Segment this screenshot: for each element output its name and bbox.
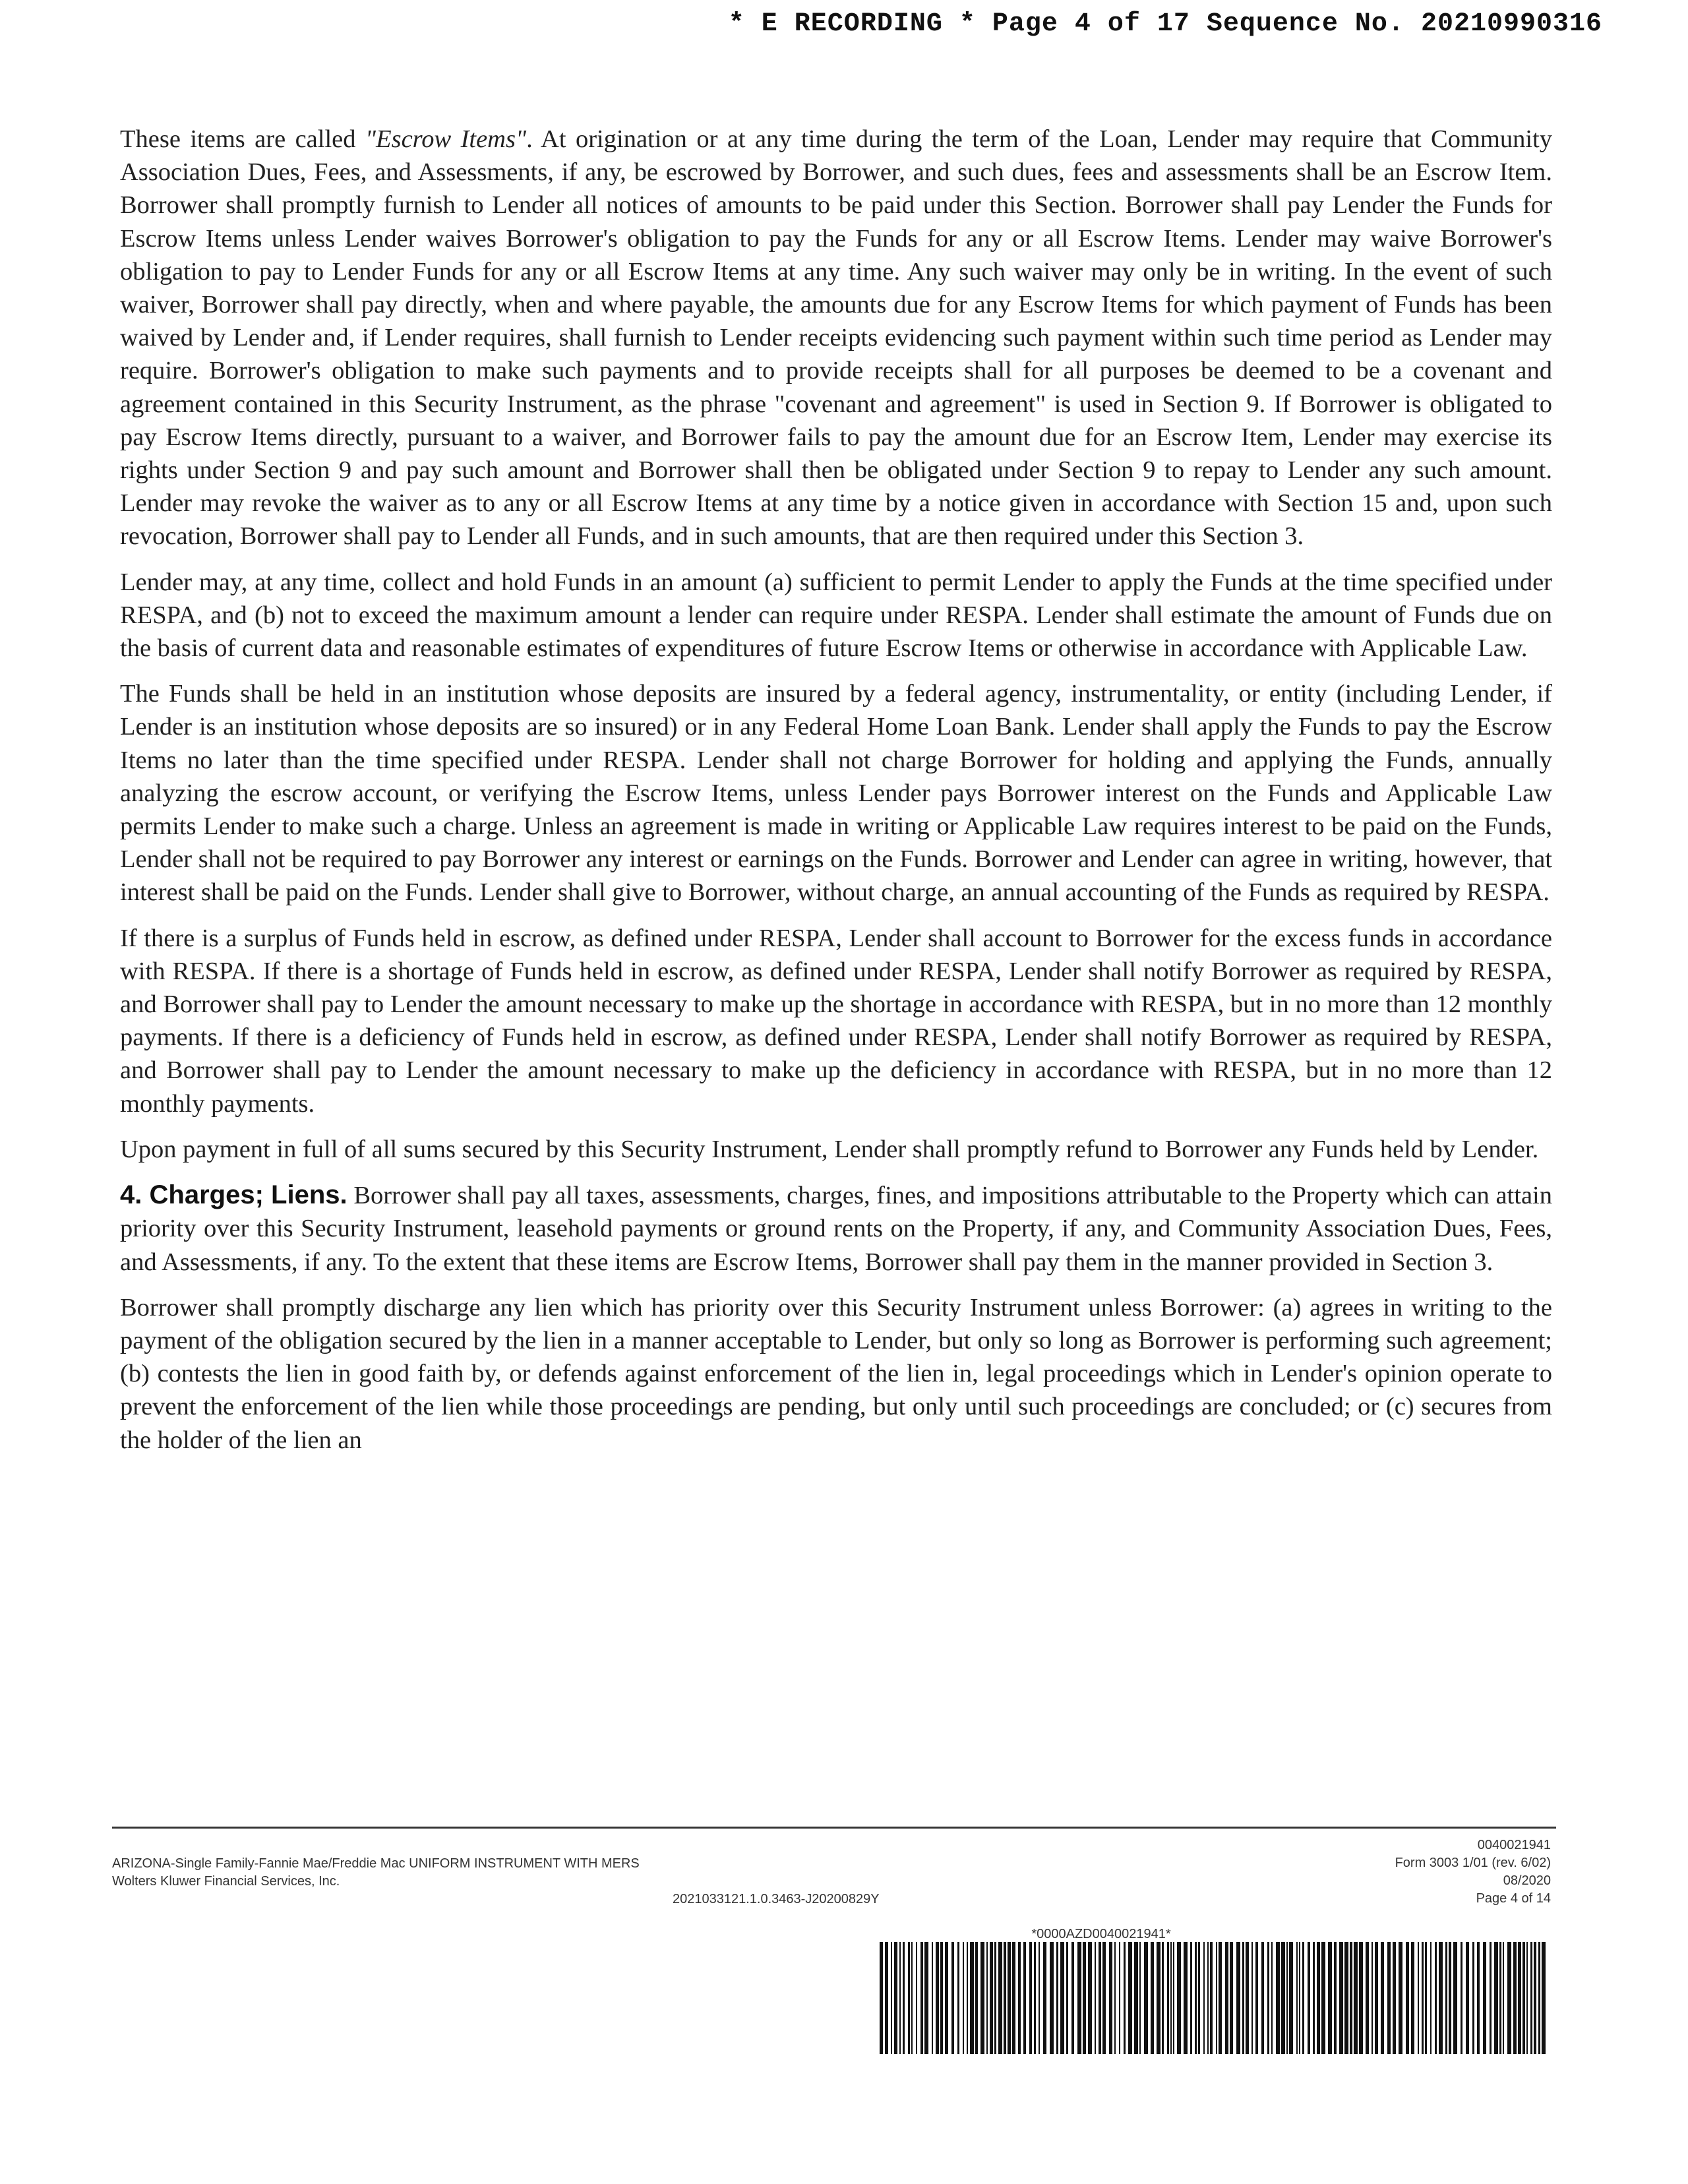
barcode-bar xyxy=(1066,1942,1068,2054)
barcode-bar xyxy=(1339,1942,1343,2054)
barcode-bar xyxy=(957,1942,959,2054)
barcode-bar xyxy=(1255,1942,1258,2054)
barcode-bar xyxy=(1453,1942,1457,2054)
barcode-bar xyxy=(1050,1942,1054,2054)
barcode-bar xyxy=(998,1942,1002,2054)
barcode-bar xyxy=(880,1942,883,2054)
barcode-bar xyxy=(1230,1942,1233,2054)
barcode-bar xyxy=(1088,1942,1092,2054)
barcode-bar xyxy=(1134,1942,1138,2054)
barcode-bar xyxy=(1530,1942,1532,2054)
barcode-bar xyxy=(1261,1942,1264,2054)
footer-divider xyxy=(112,1827,1556,1829)
barcode-bar xyxy=(1077,1942,1081,2054)
barcode-bar xyxy=(1317,1942,1320,2054)
barcode-bar xyxy=(970,1942,974,2054)
barcode-bar xyxy=(936,1942,939,2054)
recording-header: * E RECORDING * Page 4 of 17 Sequence No. 20210990316 xyxy=(728,9,1602,39)
barcode-bar xyxy=(1328,1942,1332,2054)
barcode-bar xyxy=(1518,1942,1521,2054)
barcode-bar xyxy=(1387,1942,1391,2054)
barcode-bar xyxy=(1422,1942,1424,2054)
barcode-bar xyxy=(975,1942,978,2054)
barcode-bar xyxy=(945,1942,948,2054)
barcode-bar xyxy=(908,1942,910,2054)
barcode-bar xyxy=(1060,1942,1064,2054)
barcode-bar xyxy=(1490,1942,1492,2054)
barcode-bar xyxy=(1151,1942,1154,2054)
barcode-bar xyxy=(1296,1942,1298,2054)
barcode-bar xyxy=(1308,1942,1310,2054)
barcode-bar xyxy=(1439,1942,1443,2054)
escrow-items-term: "Escrow Items" xyxy=(365,125,527,153)
document-body xyxy=(120,123,1552,1469)
barcode-bar xyxy=(1034,1942,1036,2054)
barcode-bar xyxy=(1018,1942,1021,2054)
barcode-bar xyxy=(1299,1942,1300,2054)
barcode-bar xyxy=(1406,1942,1409,2054)
barcode-bar xyxy=(885,1942,888,2054)
barcode-bar xyxy=(916,1942,917,2054)
loan-number: 0040021941 xyxy=(1477,1838,1551,1852)
barcode-bar xyxy=(1483,1942,1486,2054)
barcode-bar xyxy=(1381,1942,1384,2054)
barcode-bar xyxy=(1542,1942,1546,2054)
barcode-bar xyxy=(1246,1942,1249,2054)
barcode-bar xyxy=(1109,1942,1112,2054)
section-4-charges-liens xyxy=(120,1178,1552,1279)
barcode-bar xyxy=(1039,1942,1040,2054)
barcode-bar xyxy=(1210,1942,1213,2054)
barcode-bar xyxy=(967,1942,968,2054)
paragraph-refund: Upon payment in full of all sums secured by this Security Instrument, Lender shall promptly refund to Borrower any Funds held by Lender. xyxy=(120,1135,1539,1163)
barcode-bar xyxy=(1466,1942,1469,2054)
barcode-bar xyxy=(1216,1942,1217,2054)
barcode-bar xyxy=(1354,1942,1358,2054)
paragraph-text: These items are called xyxy=(120,125,365,153)
barcode-bar xyxy=(1513,1942,1517,2054)
barcode-bar xyxy=(1128,1942,1132,2054)
document-code: 2021033121.1.0.3463-J20200829Y xyxy=(673,1892,880,1906)
barcode-bar xyxy=(899,1942,901,2054)
barcode-bar xyxy=(1207,1942,1209,2054)
barcode-bar xyxy=(1271,1942,1273,2054)
barcode-bar xyxy=(963,1942,964,2054)
barcode-block xyxy=(877,1927,1553,2054)
barcode-bar xyxy=(1375,1942,1378,2054)
barcode-bar xyxy=(1359,1942,1363,2054)
barcode-bar xyxy=(1302,1942,1304,2054)
barcode-bar xyxy=(1281,1942,1285,2054)
barcode-bar xyxy=(1144,1942,1148,2054)
barcode-bar xyxy=(1251,1942,1253,2054)
barcode-bar xyxy=(1399,1942,1402,2054)
barcode-bar xyxy=(1534,1942,1536,2054)
barcode-bar xyxy=(1461,1942,1462,2054)
barcode-bar xyxy=(1393,1942,1396,2054)
barcode-bar xyxy=(1236,1942,1240,2054)
footer-left xyxy=(112,1855,640,1891)
barcode xyxy=(877,1942,1553,2054)
barcode-bar xyxy=(1177,1942,1181,2054)
paragraph-collect-funds: Lender may, at any time, collect and hold Funds in an amount (a) sufficient to permit Lender to apply the Funds at the time specified under RESPA, and (b) not to exceed the maximum amount a lender can require under RESPA. Lender shall estimate the amount of Funds due on the basis of current data and reasonable estimates of expenditures of future Escrow Items or otherwise in accordance with Applicable Law. xyxy=(120,568,1552,663)
barcode-bar xyxy=(932,1942,933,2054)
barcode-bar xyxy=(1124,1942,1126,2054)
paragraph-funds-held: The Funds shall be held in an institution whose deposits are insured by a federal agency, instrumentality, or entity (including Lender, if Lender is an institution whose deposits are so insured) or in any Federal Home Loan Bank. Lender shall apply the Funds to pay the Escrow Items no later than the time specified under RESPA. Lender shall not charge Borrower for holding and applying the Funds, annually analyzing the escrow account, or verifying the Escrow Items, unless Lender pays Borrower interest on the Funds and Applicable Law permits Lender to make such a charge. Unless an agreement is made in writing or Applicable Law requires interest to be paid on the Funds, Lender shall not be required to pay Borrower any interest or earnings on the Funds. Borrower and Lender can agree in writing, however, that interest shall be paid on the Funds. Lender shall give to Borrower, without charge, an annual accounting of the Funds as required by RESPA. xyxy=(120,680,1552,907)
barcode-bar xyxy=(1056,1942,1058,2054)
barcode-bar xyxy=(1418,1942,1419,2054)
barcode-bar xyxy=(1344,1942,1348,2054)
barcode-bar xyxy=(986,1942,988,2054)
publisher: Wolters Kluwer Financial Services, Inc. xyxy=(112,1874,340,1889)
barcode-bar xyxy=(1195,1942,1197,2054)
barcode-bar xyxy=(1449,1942,1451,2054)
barcode-bar xyxy=(1366,1942,1369,2054)
barcode-bar xyxy=(1503,1942,1504,2054)
barcode-bar xyxy=(1119,1942,1120,2054)
page-number: Page 4 of 14 xyxy=(1476,1891,1551,1906)
barcode-bar xyxy=(1071,1942,1074,2054)
barcode-bar xyxy=(1184,1942,1188,2054)
barcode-bar xyxy=(1494,1942,1498,2054)
form-number: Form 3003 1/01 (rev. 6/02) xyxy=(1395,1856,1551,1870)
barcode-bar xyxy=(951,1942,954,2054)
barcode-bar xyxy=(1289,1942,1293,2054)
barcode-bar xyxy=(1334,1942,1337,2054)
barcode-bar xyxy=(1425,1942,1427,2054)
barcode-bar xyxy=(1276,1942,1280,2054)
barcode-bar xyxy=(1321,1942,1325,2054)
barcode-bar xyxy=(903,1942,905,2054)
barcode-bar xyxy=(1286,1942,1288,2054)
barcode-bar xyxy=(1004,1942,1006,2054)
barcode-bar xyxy=(1267,1942,1269,2054)
barcode-bar xyxy=(1162,1942,1164,2054)
barcode-bar xyxy=(1477,1942,1480,2054)
barcode-bar xyxy=(1099,1942,1101,2054)
barcode-bar xyxy=(911,1942,913,2054)
barcode-bar xyxy=(1507,1942,1511,2054)
barcode-bar xyxy=(920,1942,923,2054)
paragraph-escrow-items xyxy=(120,123,1552,553)
barcode-bar xyxy=(1411,1942,1414,2054)
paragraph-text: . At origination or at any time during the term of the Loan, Lender may require that Community Association Dues, Fees, and Assessments, if any, be escrowed by Borrower, and such dues, fees and assessments shall be an Escrow Item. Borrower shall promptly furnish to Lender all notices of amounts to be paid under this Section. Borrower shall pay Lender the Funds for Escrow Items unless Lender waives Borrower's obligation to pay the Funds for any or all Escrow Items. Lender may waive Borrower's obligation to pay to Lender Funds for any or all Escrow Items at any time. Any such waiver may only be in writing. In the event of such waiver, Borrower shall pay directly, when and where payable, the amounts due for any Escrow Items for which payment of Funds has been waived by Lender and, if Lender requires, shall furnish to Lender receipts evidencing such payment within such time period as Lender may require. Borrower's obligation to make such payments and to provide receipts shall for all purposes be deemed to be a covenant and agreement contained in this Security Instrument, as the phrase "covenant and agreement" is used in Section 9. If Borrower is obligated to pay Escrow Items directly, pursuant to a waiver, and Borrower fails to pay the amount due for an Escrow Item, Lender may exercise its rights under Section 9 and pay such amount and Borrower shall then be obligated under Section 9 to repay to Lender any such amount. Lender may revoke the waiver as to any or all Escrow Items at any time by a notice given in accordance with Section 15 and, upon such revocation, Borrower shall pay to Lender all Funds, and in such amounts, that are then required under this Section 3. xyxy=(120,125,1552,551)
barcode-bar xyxy=(1139,1942,1141,2054)
barcode-bar xyxy=(1435,1942,1437,2054)
barcode-text: *0000AZD0040021941* xyxy=(1031,1927,1171,1941)
barcode-bar xyxy=(1023,1942,1026,2054)
barcode-bar xyxy=(1203,1942,1205,2054)
barcode-bar xyxy=(1043,1942,1046,2054)
section-4-text: Borrower shall pay all taxes, assessments, charges, fines, and impositions attributable to the Property which can attain priority over this Security Instrument, leasehold payments or ground rents on the Property, if any, and Community Association Dues, Fees, and Assessments, if any. To the extent that these items are Escrow Items, Borrower shall pay them in the manner provided in Section 3. xyxy=(120,1182,1552,1276)
barcode-bar xyxy=(1173,1942,1174,2054)
barcode-bar xyxy=(1102,1942,1106,2054)
barcode-bar xyxy=(1445,1942,1447,2054)
barcode-bar xyxy=(1350,1942,1352,2054)
barcode-bar xyxy=(1219,1942,1222,2054)
barcode-graphic xyxy=(877,1942,1553,2054)
barcode-bar xyxy=(1242,1942,1244,2054)
barcode-bar xyxy=(990,1942,993,2054)
barcode-bar xyxy=(1114,1942,1116,2054)
barcode-bar xyxy=(1522,1942,1525,2054)
barcode-bar xyxy=(1198,1942,1200,2054)
barcode-bar xyxy=(894,1942,897,2054)
barcode-bar xyxy=(1029,1942,1032,2054)
footer-right xyxy=(1395,1836,1551,1908)
barcode-bar xyxy=(1313,1942,1315,2054)
barcode-bar xyxy=(1157,1942,1160,2054)
barcode-bar xyxy=(891,1942,892,2054)
barcode-bar xyxy=(940,1942,943,2054)
barcode-bar xyxy=(1526,1942,1528,2054)
paragraph-discharge-lien: Borrower shall promptly discharge any lien which has priority over this Security Instrument unless Borrower: (a) agrees in writing to the payment of the obligation secured by the lien in a manner acceptable to Lender, but only so long as Borrower is performing such agreement; (b) contests the lien in good faith by, or defends against enforcement of the lien in, legal proceedings which in Lender's opinion operate to prevent the enforcement of the lien while those proceedings are pending, but only until such proceedings are concluded; or (c) secures from the holder of the lien an xyxy=(120,1293,1552,1454)
barcode-bar xyxy=(1372,1942,1373,2054)
barcode-bar xyxy=(1008,1942,1011,2054)
barcode-bar xyxy=(1167,1942,1169,2054)
barcode-bar xyxy=(980,1942,984,2054)
form-title: ARIZONA-Single Family-Fannie Mae/Freddie Mac UNIFORM INSTRUMENT WITH MERS xyxy=(112,1856,640,1871)
barcode-bar xyxy=(1538,1942,1540,2054)
barcode-bar xyxy=(1170,1942,1172,2054)
barcode-bar xyxy=(1095,1942,1096,2054)
form-date: 08/2020 xyxy=(1503,1873,1551,1888)
barcode-bar xyxy=(1472,1942,1474,2054)
barcode-bar xyxy=(1190,1942,1192,2054)
section-4-heading: 4. Charges; Liens. xyxy=(120,1180,347,1210)
barcode-bar xyxy=(994,1942,996,2054)
barcode-bar xyxy=(924,1942,928,2054)
barcode-bar xyxy=(1430,1942,1432,2054)
barcode-bar xyxy=(1225,1942,1228,2054)
barcode-bar xyxy=(1499,1942,1501,2054)
barcode-bar xyxy=(1083,1942,1086,2054)
barcode-bar xyxy=(1012,1942,1015,2054)
paragraph-surplus-shortage: If there is a surplus of Funds held in escrow, as defined under RESPA, Lender shall account to Borrower for the excess funds in accordance with RESPA. If there is a shortage of Funds held in escrow, as defined under RESPA, Lender shall notify Borrower as required by RESPA, and Borrower shall pay to Lender the amount necessary to make up the shortage in accordance with RESPA, but in no more than 12 monthly payments. If there is a deficiency of Funds held in escrow, as defined under RESPA, Lender shall notify Borrower as required by RESPA, and Borrower shall pay to Lender the amount necessary to make up the deficiency in accordance with RESPA, but in no more than 12 monthly payments. xyxy=(120,924,1552,1118)
